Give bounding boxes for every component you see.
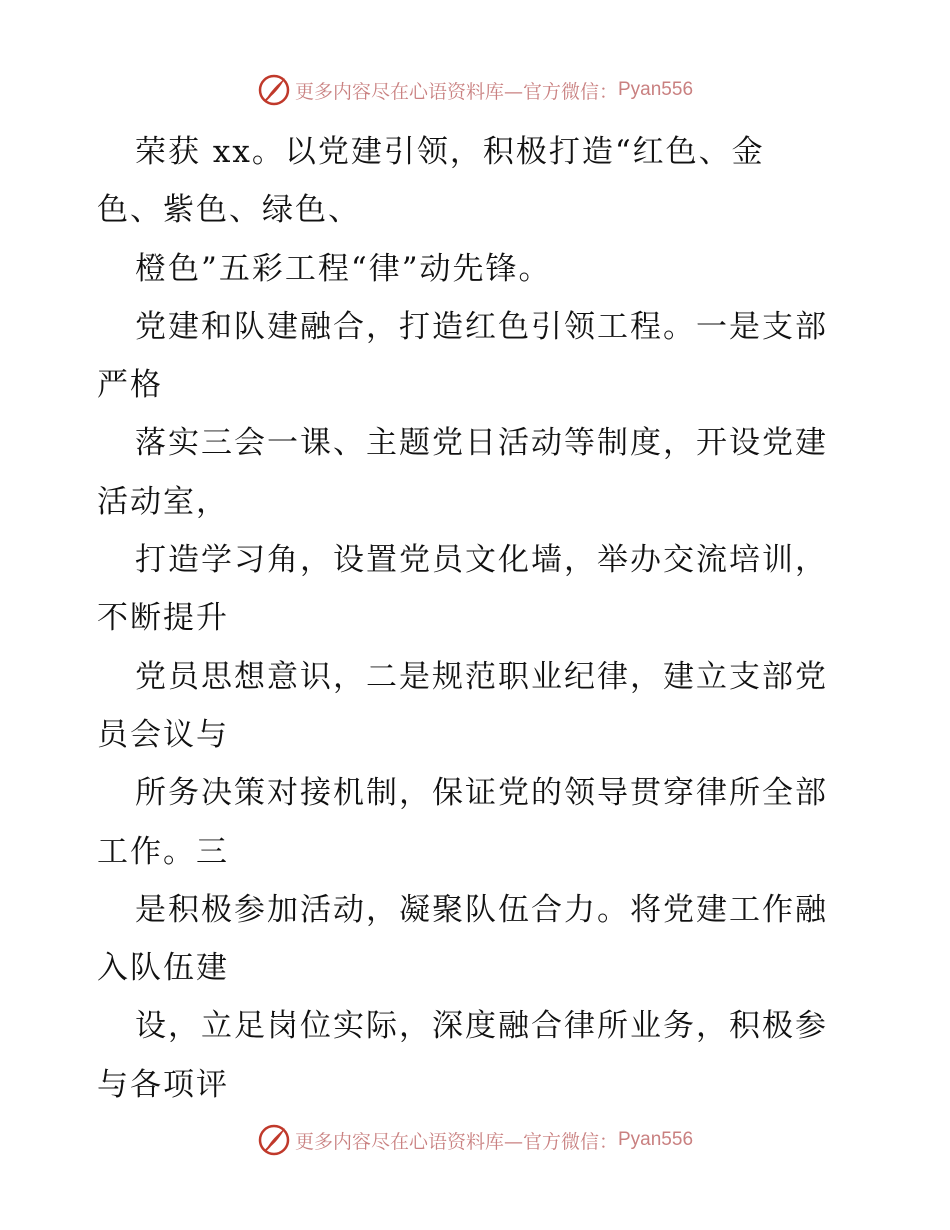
footer-banner-text: 更多内容尽在心语资料库—官方微信： xyxy=(294,1130,618,1153)
footer-banner xyxy=(0,1120,950,1160)
text-line: 员会议与 xyxy=(97,716,229,753)
text-line: 工作。三 xyxy=(97,833,229,870)
text-line: 不断提升 xyxy=(97,600,229,637)
text-line: 设，立足岗位实际，深度融合律所业务，积极参 xyxy=(135,1008,828,1045)
quill-pen-logo-icon xyxy=(257,1123,291,1157)
text-line: 活动室， xyxy=(97,483,229,520)
header-banner xyxy=(0,70,950,110)
text-line: 所务决策对接机制，保证党的领导贯穿律所全部 xyxy=(135,775,828,812)
text-line: 是积极参加活动，凝聚队伍合力。将党建工作融 xyxy=(135,891,828,928)
text-line: 入队伍建 xyxy=(97,950,229,987)
text-line: 色、紫色、绿色、 xyxy=(97,192,361,229)
text-line: 党员思想意识，二是规范职业纪律，建立支部党 xyxy=(135,658,828,695)
header-wechat-id: Pyan556 xyxy=(618,79,694,100)
text-line: 党建和队建融合，打造红色引领工程。一是支部 xyxy=(135,308,828,345)
text-line: 荣获 xx。以党建引领，积极打造“红色、金 xyxy=(135,134,765,170)
footer-wechat-id: Pyan556 xyxy=(618,1129,694,1150)
text-line: 打造学习角，设置党员文化墙，举办交流培训， xyxy=(135,542,828,579)
document-body xyxy=(97,123,867,1114)
text-line: 落实三会一课、主题党日活动等制度，开设党建 xyxy=(135,425,828,462)
quill-pen-logo-icon xyxy=(257,73,291,107)
text-line: 与各项评 xyxy=(97,1066,229,1103)
header-banner-text: 更多内容尽在心语资料库—官方微信： xyxy=(294,80,618,103)
text-line: 橙色”五彩工程“律”动先锋。 xyxy=(135,250,552,287)
text-line: 严格 xyxy=(97,367,163,404)
